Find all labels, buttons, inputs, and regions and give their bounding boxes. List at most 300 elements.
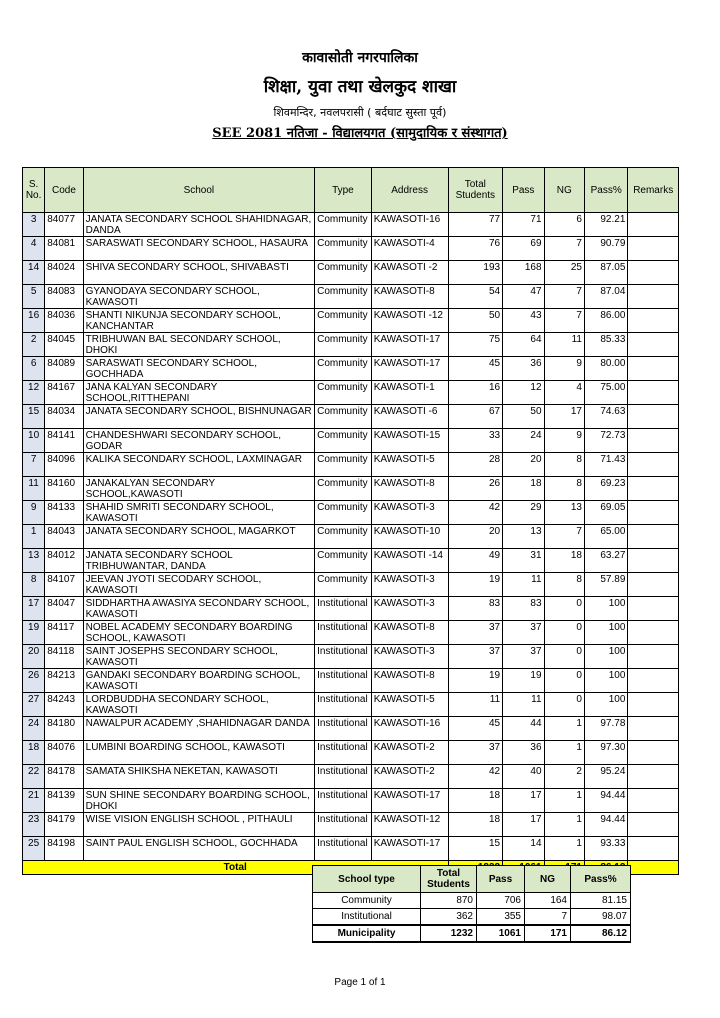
total-students: 83 <box>448 597 503 621</box>
pass-count: 50 <box>503 405 544 429</box>
school-address: KAWASOTI-8 <box>371 285 448 309</box>
school-code: 84043 <box>45 525 83 549</box>
total-students: 19 <box>448 573 503 597</box>
results-body <box>23 213 679 861</box>
ng-count: 8 <box>544 477 584 501</box>
school-address: KAWASOTI-2 <box>371 741 448 765</box>
school-address: KAWASOTI-8 <box>371 477 448 501</box>
table-row <box>23 717 679 741</box>
column-header: NG <box>544 168 584 213</box>
table-row <box>23 789 679 813</box>
school-code: 84081 <box>45 237 83 261</box>
remarks <box>628 693 679 717</box>
total-students: 20 <box>448 525 503 549</box>
pass-count: 36 <box>503 357 544 381</box>
pass-percent: 80.00 <box>584 357 627 381</box>
school-address: KAWASOTI-17 <box>371 789 448 813</box>
serial-number: 21 <box>23 789 45 813</box>
ng-count: 6 <box>544 213 584 237</box>
school-code: 84024 <box>45 261 83 285</box>
pass-percent: 71.43 <box>584 453 627 477</box>
remarks <box>628 573 679 597</box>
pass-percent: 100 <box>584 597 627 621</box>
table-row <box>23 237 679 261</box>
school-type: Community <box>315 333 372 357</box>
serial-number: 4 <box>23 237 45 261</box>
serial-number: 25 <box>23 837 45 861</box>
pass-count: 31 <box>503 549 544 573</box>
remarks <box>628 645 679 669</box>
serial-number: 26 <box>23 669 45 693</box>
serial-number: 22 <box>23 765 45 789</box>
ng-count: 25 <box>544 261 584 285</box>
school-address: KAWASOTI-4 <box>371 237 448 261</box>
school-name: LORDBUDDHA SECONDARY SCHOOL, KAWASOTI <box>83 693 314 717</box>
school-address: KAWASOTI-12 <box>371 813 448 837</box>
school-address: KAWASOTI-16 <box>371 717 448 741</box>
ng-count: 11 <box>544 333 584 357</box>
remarks <box>628 453 679 477</box>
school-type: Institutional <box>315 813 372 837</box>
summary-table <box>312 865 631 943</box>
remarks <box>628 285 679 309</box>
total-students: 16 <box>448 381 503 405</box>
table-row <box>23 597 679 621</box>
table-row <box>23 621 679 645</box>
table-row <box>23 381 679 405</box>
summary-pass-percent: 98.07 <box>571 909 631 926</box>
serial-number: 3 <box>23 213 45 237</box>
total-students: 19 <box>448 669 503 693</box>
total-students: 45 <box>448 717 503 741</box>
total-students: 42 <box>448 501 503 525</box>
school-name: SHANTI NIKUNJA SECONDARY SCHOOL, KANCHANTAR <box>83 309 314 333</box>
serial-number: 7 <box>23 453 45 477</box>
pass-percent: 87.05 <box>584 261 627 285</box>
school-address: KAWASOTI-3 <box>371 501 448 525</box>
ng-count: 0 <box>544 669 584 693</box>
remarks <box>628 717 679 741</box>
remarks <box>628 525 679 549</box>
serial-number: 23 <box>23 813 45 837</box>
school-type: Community <box>315 453 372 477</box>
pass-count: 13 <box>503 525 544 549</box>
pass-count: 43 <box>503 309 544 333</box>
table-row <box>23 837 679 861</box>
ng-count: 4 <box>544 381 584 405</box>
total-students: 54 <box>448 285 503 309</box>
serial-number: 16 <box>23 309 45 333</box>
school-address: KAWASOTI -12 <box>371 309 448 333</box>
total-students: 45 <box>448 357 503 381</box>
school-code: 84160 <box>45 477 83 501</box>
school-type: Institutional <box>315 621 372 645</box>
ng-count: 7 <box>544 525 584 549</box>
summary-column-header: School type <box>313 866 421 893</box>
ng-count: 0 <box>544 693 584 717</box>
school-type: Community <box>315 357 372 381</box>
school-address: KAWASOTI-1 <box>371 381 448 405</box>
school-type: Community <box>315 501 372 525</box>
school-type: Community <box>315 261 372 285</box>
school-code: 84083 <box>45 285 83 309</box>
summary-type: Municipality <box>313 925 421 942</box>
remarks <box>628 813 679 837</box>
ng-count: 0 <box>544 645 584 669</box>
table-row <box>23 213 679 237</box>
school-code: 84045 <box>45 333 83 357</box>
serial-number: 6 <box>23 357 45 381</box>
school-type: Institutional <box>315 741 372 765</box>
summary-pass: 706 <box>477 893 525 909</box>
serial-number: 9 <box>23 501 45 525</box>
school-code: 84179 <box>45 813 83 837</box>
pass-count: 24 <box>503 429 544 453</box>
total-students: 33 <box>448 429 503 453</box>
total-students: 11 <box>448 693 503 717</box>
school-type: Community <box>315 309 372 333</box>
results-table <box>22 167 679 875</box>
pass-percent: 93.33 <box>584 837 627 861</box>
total-students: 26 <box>448 477 503 501</box>
ng-count: 1 <box>544 717 584 741</box>
pass-count: 14 <box>503 837 544 861</box>
document-title: SEE 2081 नतिजा - विद्यालयगत (सामुदायिक र संस्थागत) <box>212 126 508 141</box>
summary-column-header: NG <box>525 866 571 893</box>
summary-total-row <box>313 925 631 942</box>
column-header: Code <box>45 168 83 213</box>
school-type: Community <box>315 477 372 501</box>
school-type: Institutional <box>315 645 372 669</box>
ng-count: 8 <box>544 573 584 597</box>
remarks <box>628 333 679 357</box>
remarks <box>628 261 679 285</box>
school-address: KAWASOTI-17 <box>371 333 448 357</box>
pass-count: 36 <box>503 741 544 765</box>
table-row <box>23 357 679 381</box>
total-students: 50 <box>448 309 503 333</box>
school-code: 84139 <box>45 789 83 813</box>
school-name: SAMATA SHIKSHA NEKETAN, KAWASOTI <box>83 765 314 789</box>
school-name: JANATA SECONDARY SCHOOL TRIBHUWANTAR, DANDA <box>83 549 314 573</box>
summary-column-header: Pass% <box>571 866 631 893</box>
remarks <box>628 501 679 525</box>
school-code: 84213 <box>45 669 83 693</box>
pass-percent: 85.33 <box>584 333 627 357</box>
school-address: KAWASOTI-15 <box>371 429 448 453</box>
pass-count: 11 <box>503 693 544 717</box>
table-row <box>23 525 679 549</box>
school-code: 84077 <box>45 213 83 237</box>
pass-count: 19 <box>503 669 544 693</box>
school-name: JANATA SECONDARY SCHOOL, MAGARKOT <box>83 525 314 549</box>
ng-count: 7 <box>544 285 584 309</box>
school-address: KAWASOTI-5 <box>371 453 448 477</box>
remarks <box>628 381 679 405</box>
serial-number: 19 <box>23 621 45 645</box>
school-code: 84047 <box>45 597 83 621</box>
total-students: 37 <box>448 741 503 765</box>
school-code: 84096 <box>45 453 83 477</box>
pass-percent: 63.27 <box>584 549 627 573</box>
pass-percent: 86.00 <box>584 309 627 333</box>
pass-count: 11 <box>503 573 544 597</box>
school-address: KAWASOTI -14 <box>371 549 448 573</box>
table-row <box>23 477 679 501</box>
table-row <box>23 645 679 669</box>
total-students: 18 <box>448 789 503 813</box>
school-name: JANA KALYAN SECONDARY SCHOOL,RITTHEPANI <box>83 381 314 405</box>
column-header: School <box>83 168 314 213</box>
total-students: 193 <box>448 261 503 285</box>
pass-percent: 69.05 <box>584 501 627 525</box>
school-address: KAWASOTI-16 <box>371 213 448 237</box>
school-address: KAWASOTI-17 <box>371 837 448 861</box>
pass-percent: 97.78 <box>584 717 627 741</box>
serial-number: 20 <box>23 645 45 669</box>
school-type: Community <box>315 549 372 573</box>
pass-percent: 57.89 <box>584 573 627 597</box>
remarks <box>628 597 679 621</box>
summary-ng: 7 <box>525 909 571 926</box>
total-students: 37 <box>448 645 503 669</box>
school-address: KAWASOTI-3 <box>371 573 448 597</box>
pass-percent: 97.30 <box>584 741 627 765</box>
school-type: Institutional <box>315 765 372 789</box>
column-header: Total Students <box>448 168 503 213</box>
table-row <box>23 813 679 837</box>
ng-count: 18 <box>544 549 584 573</box>
school-address: KAWASOTI -2 <box>371 261 448 285</box>
school-address: KAWASOTI-8 <box>371 669 448 693</box>
school-address: KAWASOTI-8 <box>371 621 448 645</box>
remarks <box>628 669 679 693</box>
total-students: 42 <box>448 765 503 789</box>
column-header: Pass% <box>584 168 627 213</box>
table-row <box>23 453 679 477</box>
total-students: 15 <box>448 837 503 861</box>
serial-number: 2 <box>23 333 45 357</box>
ng-count: 9 <box>544 357 584 381</box>
school-name: LUMBINI BOARDING SCHOOL, KAWASOTI <box>83 741 314 765</box>
table-row <box>23 693 679 717</box>
school-address: KAWASOTI-2 <box>371 765 448 789</box>
serial-number: 13 <box>23 549 45 573</box>
total-label: Total <box>23 861 449 875</box>
pass-percent: 90.79 <box>584 237 627 261</box>
document-header <box>0 48 720 143</box>
ng-count: 7 <box>544 309 584 333</box>
school-name: KALIKA SECONDARY SCHOOL, LAXMINAGAR <box>83 453 314 477</box>
school-name: CHANDESHWARI SECONDARY SCHOOL, GODAR <box>83 429 314 453</box>
serial-number: 10 <box>23 429 45 453</box>
serial-number: 18 <box>23 741 45 765</box>
school-address: KAWASOTI-17 <box>371 357 448 381</box>
total-students: 37 <box>448 621 503 645</box>
school-type: Institutional <box>315 669 372 693</box>
pass-percent: 87.04 <box>584 285 627 309</box>
total-remarks <box>628 861 679 875</box>
ng-count: 0 <box>544 621 584 645</box>
school-address: KAWASOTI-3 <box>371 597 448 621</box>
pass-percent: 69.23 <box>584 477 627 501</box>
school-address: KAWASOTI-3 <box>371 645 448 669</box>
serial-number: 8 <box>23 573 45 597</box>
school-code: 84180 <box>45 717 83 741</box>
total-students: 75 <box>448 333 503 357</box>
serial-number: 14 <box>23 261 45 285</box>
serial-number: 1 <box>23 525 45 549</box>
summary-column-header: Total Students <box>421 866 477 893</box>
school-code: 84036 <box>45 309 83 333</box>
pass-count: 12 <box>503 381 544 405</box>
pass-count: 83 <box>503 597 544 621</box>
school-type: Institutional <box>315 837 372 861</box>
ng-count: 13 <box>544 501 584 525</box>
ng-count: 1 <box>544 837 584 861</box>
summary-total: 870 <box>421 893 477 909</box>
school-type: Community <box>315 429 372 453</box>
remarks <box>628 741 679 765</box>
pass-count: 37 <box>503 645 544 669</box>
school-name: GANDAKI SECONDARY BOARDING SCHOOL, KAWASOTI <box>83 669 314 693</box>
ng-count: 1 <box>544 741 584 765</box>
school-name: SUN SHINE SECONDARY BOARDING SCHOOL, DHOKI <box>83 789 314 813</box>
school-name: SARASWATI SECONDARY SCHOOL, HASAURA <box>83 237 314 261</box>
pass-count: 168 <box>503 261 544 285</box>
pass-count: 17 <box>503 813 544 837</box>
table-row <box>23 669 679 693</box>
table-row <box>23 261 679 285</box>
serial-number: 12 <box>23 381 45 405</box>
results-header-row <box>23 168 679 213</box>
table-row <box>23 309 679 333</box>
summary-pass-percent: 81.15 <box>571 893 631 909</box>
school-address: KAWASOTI-10 <box>371 525 448 549</box>
serial-number: 27 <box>23 693 45 717</box>
pass-count: 40 <box>503 765 544 789</box>
column-header: Type <box>315 168 372 213</box>
pass-count: 29 <box>503 501 544 525</box>
school-address: KAWASOTI-5 <box>371 693 448 717</box>
school-type: Community <box>315 213 372 237</box>
remarks <box>628 357 679 381</box>
school-code: 84034 <box>45 405 83 429</box>
school-name: JEEVAN JYOTI SECODARY SCHOOL, KAWASOTI <box>83 573 314 597</box>
school-name: SHAHID SMRITI SECONDARY SCHOOL, KAWASOTI <box>83 501 314 525</box>
pass-percent: 74.63 <box>584 405 627 429</box>
school-code: 84178 <box>45 765 83 789</box>
remarks <box>628 405 679 429</box>
school-code: 84089 <box>45 357 83 381</box>
summary-pass-percent: 86.12 <box>571 925 631 942</box>
school-name: GYANODAYA SECONDARY SCHOOL, KAWASOTI <box>83 285 314 309</box>
remarks <box>628 837 679 861</box>
summary-ng: 171 <box>525 925 571 942</box>
school-name: JANAKALYAN SECONDARY SCHOOL,KAWASOTI <box>83 477 314 501</box>
ng-count: 2 <box>544 765 584 789</box>
school-code: 84107 <box>45 573 83 597</box>
remarks <box>628 213 679 237</box>
school-code: 84167 <box>45 381 83 405</box>
pass-count: 18 <box>503 477 544 501</box>
pass-percent: 94.44 <box>584 789 627 813</box>
pass-percent: 92.21 <box>584 213 627 237</box>
school-code: 84141 <box>45 429 83 453</box>
school-code: 84198 <box>45 837 83 861</box>
school-type: Institutional <box>315 597 372 621</box>
summary-total: 1232 <box>421 925 477 942</box>
school-code: 84243 <box>45 693 83 717</box>
serial-number: 17 <box>23 597 45 621</box>
school-type: Community <box>315 573 372 597</box>
ng-count: 9 <box>544 429 584 453</box>
office-address: शिवमन्दिर, नवलपरासी ( बर्दघाट सुस्ता पूर्व) <box>273 106 447 119</box>
remarks <box>628 237 679 261</box>
school-type: Community <box>315 381 372 405</box>
school-type: Community <box>315 285 372 309</box>
school-code: 84117 <box>45 621 83 645</box>
municipality-name: कावासोती नगरपालिका <box>302 50 418 66</box>
table-row <box>23 333 679 357</box>
pass-percent: 75.00 <box>584 381 627 405</box>
column-header: S. No. <box>23 168 45 213</box>
summary-pass: 355 <box>477 909 525 926</box>
table-row <box>23 765 679 789</box>
pass-percent: 100 <box>584 621 627 645</box>
pass-percent: 72.73 <box>584 429 627 453</box>
column-header: Address <box>371 168 448 213</box>
ng-count: 7 <box>544 237 584 261</box>
ng-count: 17 <box>544 405 584 429</box>
school-type: Community <box>315 525 372 549</box>
school-code: 84133 <box>45 501 83 525</box>
summary-type: Community <box>313 893 421 909</box>
remarks <box>628 789 679 813</box>
school-name: SHIVA SECONDARY SCHOOL, SHIVABASTI <box>83 261 314 285</box>
table-row <box>23 549 679 573</box>
column-header: Remarks <box>628 168 679 213</box>
table-row <box>23 741 679 765</box>
school-name: TRIBHUWAN BAL SECONDARY SCHOOL, DHOKI <box>83 333 314 357</box>
ng-count: 0 <box>544 597 584 621</box>
serial-number: 15 <box>23 405 45 429</box>
pass-percent: 94.44 <box>584 813 627 837</box>
table-row <box>23 501 679 525</box>
school-type: Community <box>315 237 372 261</box>
remarks <box>628 621 679 645</box>
remarks <box>628 309 679 333</box>
school-name: JANATA SECONDARY SCHOOL SHAHIDNAGAR, DANDA <box>83 213 314 237</box>
serial-number: 24 <box>23 717 45 741</box>
total-students: 76 <box>448 237 503 261</box>
school-name: WISE VISION ENGLISH SCHOOL , PITHAULI <box>83 813 314 837</box>
summary-column-header: Pass <box>477 866 525 893</box>
pass-percent: 65.00 <box>584 525 627 549</box>
table-row <box>23 405 679 429</box>
table-row <box>23 573 679 597</box>
pass-count: 69 <box>503 237 544 261</box>
page-footer: Page 1 of 1 <box>334 977 386 988</box>
school-name: SAINT JOSEPHS SECONDARY SCHOOL, KAWASOTI <box>83 645 314 669</box>
summary-header-row <box>313 866 631 893</box>
school-type: Institutional <box>315 717 372 741</box>
summary-total: 362 <box>421 909 477 926</box>
table-row <box>23 429 679 453</box>
school-code: 84012 <box>45 549 83 573</box>
remarks <box>628 477 679 501</box>
total-students: 49 <box>448 549 503 573</box>
